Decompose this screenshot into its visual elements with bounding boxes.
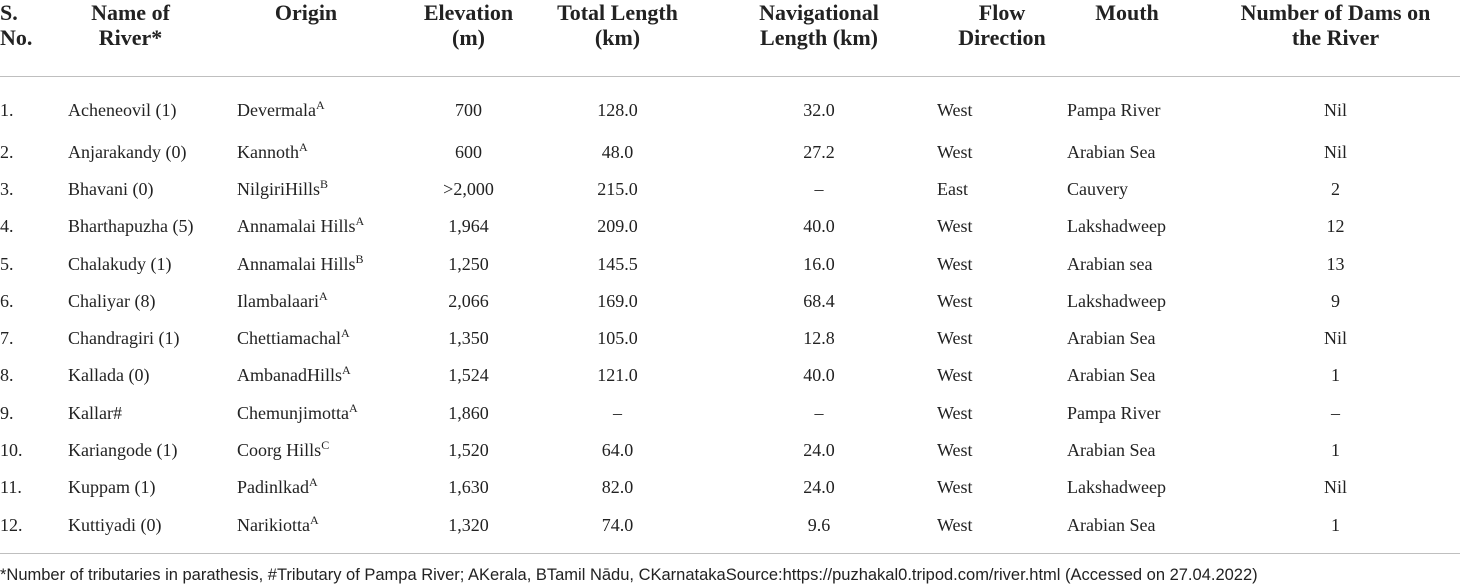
cell-dams: 12: [1326, 216, 1345, 237]
cell-mouth: Arabian Sea: [1067, 328, 1156, 349]
cell-total-length: 64.0: [601, 440, 634, 461]
cell-total-length: 215.0: [597, 178, 638, 199]
cell-origin: Padinlkad$^A$: [237, 475, 318, 498]
cell-nav-length: 27.2: [803, 141, 835, 162]
cell-elevation: 1,630: [448, 477, 489, 498]
cell-total-length: 128.0: [597, 99, 638, 120]
cell-sno: 7.: [0, 328, 14, 349]
cell-river-name: Kallada (0): [68, 365, 150, 386]
cell-origin: NilgiriHills$^B$: [237, 176, 329, 199]
cell-origin: Devermala$^A$: [237, 97, 325, 120]
cell-dams: 13: [1326, 253, 1345, 274]
cell-elevation: 1,250: [448, 253, 489, 274]
table-header: [0, 0, 1460, 76]
cell-dams: Nil: [1323, 141, 1347, 162]
cell-origin: Coorg Hills$^C$: [237, 438, 330, 461]
header-origin: Origin: [237, 0, 403, 76]
table-row: [0, 245, 1460, 282]
cell-sno: 3.: [0, 178, 14, 199]
cell-elevation: 1,520: [448, 440, 489, 461]
cell-sno: 1.: [0, 99, 14, 120]
cell-nav-length: 68.4: [803, 290, 835, 311]
cell-river-name: Kuttiyadi (0): [68, 514, 162, 535]
cell-nav-length: 9.6: [807, 514, 831, 535]
cell-total-length: –: [613, 402, 622, 423]
cell-nav-length: –: [814, 402, 824, 423]
cell-flow-direction: West: [937, 402, 973, 423]
cell-total-length: 48.0: [601, 141, 634, 162]
cell-sno: 10.: [0, 440, 23, 461]
cell-elevation: 1,860: [448, 402, 489, 423]
cell-total-length: 74.0: [601, 514, 634, 535]
cell-river-name: Chaliyar (8): [68, 290, 156, 311]
table-row: [0, 395, 1460, 432]
cell-mouth: Lakshadweep: [1067, 216, 1166, 237]
header-total-length: Total Length (km): [534, 0, 701, 76]
cell-mouth: Arabian Sea: [1067, 141, 1156, 162]
cell-dams: 9: [1331, 290, 1340, 311]
cell-river-name: Bharthapuzha (5): [68, 216, 194, 237]
cell-sno: 5.: [0, 253, 14, 274]
cell-dams: 1: [1331, 365, 1340, 386]
cell-elevation: >2,000: [443, 178, 494, 199]
cell-river-name: Chalakudy (1): [68, 253, 172, 274]
cell-river-name: Kallar#: [68, 402, 122, 423]
cell-origin: Chettiamachal$^A$: [237, 326, 350, 349]
cell-nav-length: 32.0: [803, 99, 835, 120]
cell-dams: 1: [1331, 514, 1340, 535]
cell-river-name: Bhavani (0): [68, 178, 154, 199]
cell-mouth: Lakshadweep: [1067, 477, 1166, 498]
cell-mouth: Arabian sea: [1067, 253, 1153, 274]
cell-flow-direction: West: [937, 216, 973, 237]
cell-mouth: Pampa River: [1067, 402, 1161, 423]
cell-nav-length: 24.0: [803, 440, 835, 461]
cell-elevation: 1,320: [448, 514, 489, 535]
cell-flow-direction: West: [937, 328, 973, 349]
table-row: [0, 208, 1460, 245]
cell-total-length: 121.0: [597, 365, 638, 386]
cell-nav-length: –: [814, 178, 824, 199]
cell-river-name: Kuppam (1): [68, 477, 156, 498]
header-flow-direction: Flow Direction: [937, 0, 1067, 76]
table-body: [0, 76, 1460, 544]
cell-sno: 12.: [0, 514, 23, 535]
cell-origin: Annamalai Hills$^B$: [237, 251, 364, 274]
cell-river-name: Chandragiri (1): [68, 328, 180, 349]
cell-flow-direction: West: [937, 290, 973, 311]
cell-total-length: 105.0: [597, 328, 638, 349]
header-dams: Number of Dams on the River: [1211, 0, 1460, 76]
cell-origin: Annamalai Hills$^A$: [237, 214, 365, 237]
cell-sno: 8.: [0, 365, 14, 386]
cell-flow-direction: West: [937, 514, 973, 535]
header-river-name: Name of River*: [68, 0, 237, 76]
cell-origin: AmbanadHills$^A$: [237, 363, 351, 386]
cell-sno: 9.: [0, 402, 14, 423]
table-row: [0, 357, 1460, 394]
table-row: [0, 171, 1460, 208]
cell-nav-length: 40.0: [803, 216, 835, 237]
cell-dams: Nil: [1323, 477, 1347, 498]
cell-river-name: Anjarakandy (0): [68, 141, 187, 162]
table-row: [0, 76, 1460, 134]
cell-sno: 11.: [0, 477, 22, 498]
cell-dams: Nil: [1323, 328, 1347, 349]
header-elevation: Elevation (m): [403, 0, 534, 76]
cell-elevation: 1,524: [448, 365, 489, 386]
table-row: [0, 134, 1460, 171]
cell-elevation: 700: [455, 99, 482, 120]
cell-dams: 1: [1331, 440, 1340, 461]
table-row: [0, 432, 1460, 469]
cell-mouth: Lakshadweep: [1067, 290, 1166, 311]
cell-total-length: 82.0: [601, 477, 634, 498]
header-nav-length: Navigational Length (km): [701, 0, 937, 76]
cell-origin: Narikiotta$^A$: [237, 512, 319, 535]
cell-origin: Chemunjimotta$^A$: [237, 400, 358, 423]
cell-elevation: 600: [455, 141, 482, 162]
cell-mouth: Arabian Sea: [1067, 440, 1156, 461]
table-row: [0, 283, 1460, 320]
header-mouth: Mouth: [1067, 0, 1211, 76]
cell-nav-length: 16.0: [803, 253, 835, 274]
cell-sno: 4.: [0, 216, 14, 237]
cell-elevation: 1,350: [448, 328, 489, 349]
cell-dams: Nil: [1323, 99, 1347, 120]
cell-origin: Ilambalaari$^A$: [237, 288, 328, 311]
cell-nav-length: 12.8: [803, 328, 835, 349]
cell-nav-length: 24.0: [803, 477, 835, 498]
cell-river-name: Kariangode (1): [68, 440, 178, 461]
cell-flow-direction: West: [937, 99, 973, 120]
cell-total-length: 145.5: [597, 253, 638, 274]
table-row: [0, 320, 1460, 357]
table-row: [0, 506, 1460, 543]
cell-sno: 2.: [0, 141, 14, 162]
cell-mouth: Arabian Sea: [1067, 365, 1156, 386]
cell-flow-direction: East: [937, 178, 968, 199]
table-row: [0, 469, 1460, 506]
cell-total-length: 169.0: [597, 290, 638, 311]
cell-sno: 6.: [0, 290, 14, 311]
cell-elevation: 1,964: [448, 216, 489, 237]
cell-flow-direction: West: [937, 253, 973, 274]
cell-flow-direction: West: [937, 477, 973, 498]
header-sno: S. No.: [0, 0, 68, 76]
cell-elevation: 2,066: [448, 290, 489, 311]
header-row: [0, 0, 1460, 76]
cell-flow-direction: West: [937, 141, 973, 162]
cell-origin: Kannoth$^A$: [237, 139, 308, 162]
cell-dams: 2: [1331, 178, 1340, 199]
table-footnote: *Number of tributaries in parathesis, #Tributary of Pampa River; AKerala, BTamil Nādu, CKarnatakaSource:https://puzhakal0.tripod.com/river.html (Accessed on 27.04.2022): [0, 553, 1460, 585]
cell-mouth: Pampa River: [1067, 99, 1161, 120]
cell-dams: –: [1331, 402, 1340, 423]
cell-mouth: Cauvery: [1067, 178, 1128, 199]
cell-mouth: Arabian Sea: [1067, 514, 1156, 535]
cell-total-length: 209.0: [597, 216, 638, 237]
cell-flow-direction: West: [937, 440, 973, 461]
cell-river-name: Acheneovil (1): [68, 99, 177, 120]
cell-nav-length: 40.0: [803, 365, 835, 386]
cell-flow-direction: West: [937, 365, 973, 386]
